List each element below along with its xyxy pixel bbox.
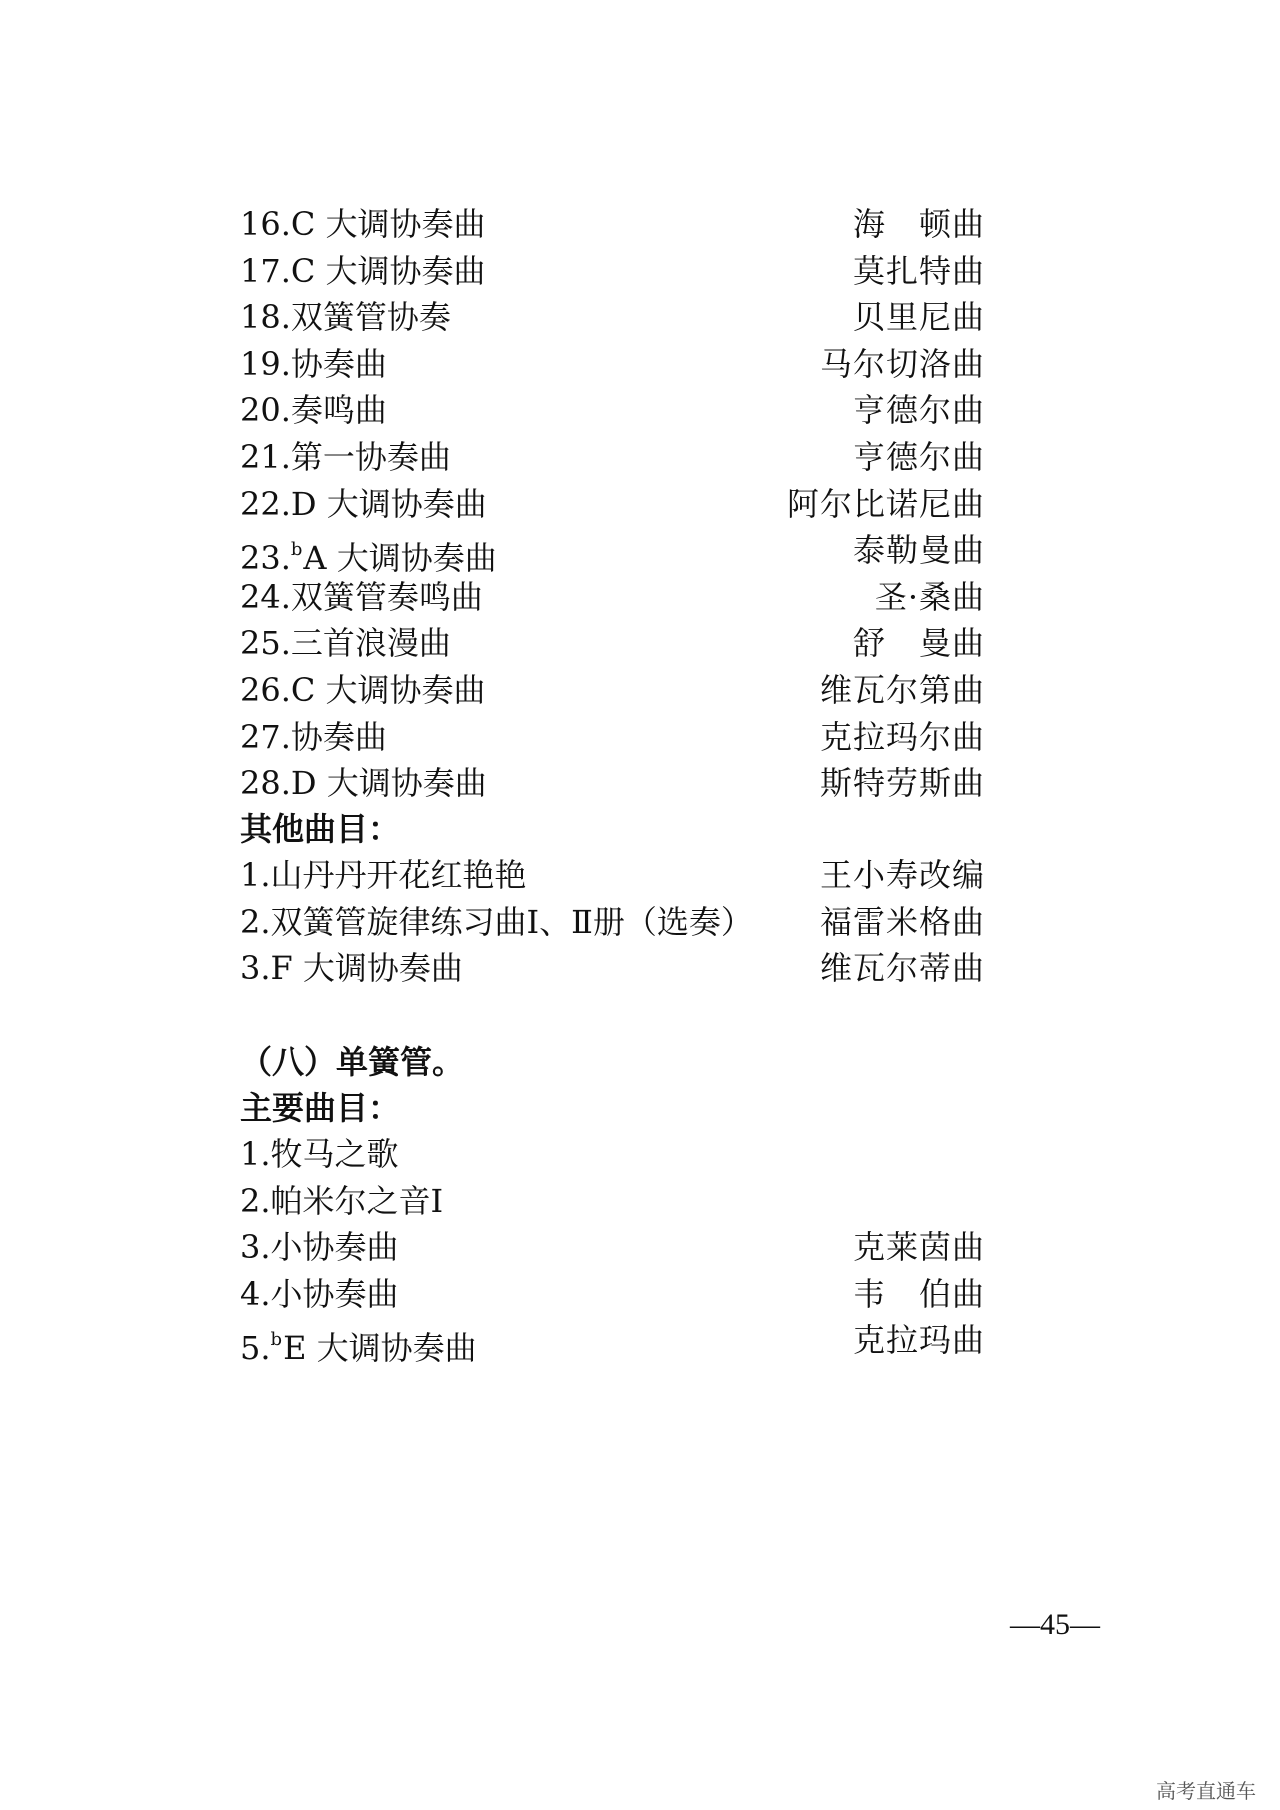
piece-name: F 大调协奏曲 <box>270 949 463 987</box>
page-number: —45— <box>1010 1608 1100 1641</box>
item-number: 21. <box>240 438 291 476</box>
composer: 亨德尔曲 <box>852 391 985 430</box>
composer: 圣·桑曲 <box>874 577 985 616</box>
composer: 马尔切洛曲 <box>819 344 985 383</box>
item-number: 25. <box>240 624 291 663</box>
piece-name: D 大调协奏曲 <box>290 764 487 803</box>
composer: 克拉玛尔曲 <box>819 717 985 756</box>
item-number: 28. <box>240 764 291 803</box>
item-number: 27. <box>240 717 291 756</box>
flat-sign: b <box>290 539 303 561</box>
main-pieces-heading: 主要曲目： <box>240 1089 401 1127</box>
piece-name: 小协奏曲 <box>270 1228 399 1266</box>
item-number: 5. <box>240 1329 271 1367</box>
item-number: 4. <box>240 1274 271 1313</box>
composer: 维瓦尔第曲 <box>819 671 985 709</box>
watermark: 高考直通车 <box>1156 1779 1256 1803</box>
piece-name: C 大调协奏曲 <box>290 205 486 243</box>
composer: 海 顿曲 <box>852 205 985 243</box>
item-number: 1. <box>240 856 271 894</box>
item-number: 26. <box>240 671 291 709</box>
piece-name: 双簧管旋律练习曲Ⅰ、Ⅱ册（选奏） <box>270 902 753 941</box>
item-number: 19. <box>240 344 291 383</box>
piece-name: D 大调协奏曲 <box>290 484 487 523</box>
piece-name: 奏鸣曲 <box>290 391 387 430</box>
piece-title <box>240 1313 477 1375</box>
composer: 舒 曼曲 <box>852 624 985 663</box>
composer: 斯特劳斯曲 <box>819 764 985 803</box>
item-number: 3. <box>240 949 271 987</box>
composer: 亨德尔曲 <box>852 438 985 476</box>
item-number: 16. <box>240 205 291 243</box>
list-item <box>240 1313 985 1367</box>
item-number: 1. <box>240 1135 271 1173</box>
composer: 维瓦尔蒂曲 <box>819 949 985 987</box>
piece-name: 帕米尔之音Ⅰ <box>270 1181 444 1220</box>
composer: 克拉玛曲 <box>852 1321 985 1359</box>
piece-name: C 大调协奏曲 <box>290 671 486 709</box>
composer: 克莱茵曲 <box>852 1228 985 1266</box>
piece-name: C 大调协奏曲 <box>290 251 486 290</box>
item-number: 17. <box>240 251 291 290</box>
item-number: 2. <box>240 1181 271 1220</box>
piece-name: 双簧管协奏 <box>290 298 451 337</box>
composer: 韦 伯曲 <box>852 1274 985 1313</box>
piece-name: 协奏曲 <box>290 344 387 383</box>
list-item <box>240 941 985 995</box>
piece-name: A 大调协奏曲 <box>303 539 497 578</box>
piece-name: 协奏曲 <box>290 717 387 756</box>
piece-name: E 大调协奏曲 <box>283 1329 477 1367</box>
item-number: 24. <box>240 577 291 616</box>
composer: 莫扎特曲 <box>852 251 985 290</box>
item-number: 18. <box>240 298 291 337</box>
piece-name: 三首浪漫曲 <box>290 624 451 663</box>
other-pieces-heading: 其他曲目： <box>240 810 401 848</box>
composer: 贝里尼曲 <box>852 298 985 337</box>
piece-name: 山丹丹开花红艳艳 <box>270 856 527 894</box>
flat-sign: b <box>270 1329 283 1350</box>
piece-name: 牧马之歌 <box>270 1135 399 1173</box>
piece-name: 第一协奏曲 <box>290 438 451 476</box>
piece-name: 双簧管奏鸣曲 <box>290 577 483 616</box>
composer: 阿尔比诺尼曲 <box>786 484 985 523</box>
composer: 福雷米格曲 <box>819 902 985 941</box>
piece-title <box>240 941 463 995</box>
item-number: 22. <box>240 484 291 523</box>
composer: 泰勒曼曲 <box>852 531 985 570</box>
item-number: 3. <box>240 1228 271 1266</box>
section-heading-clarinet: （八）单簧管。 <box>240 1043 465 1081</box>
item-number: 20. <box>240 391 291 430</box>
composer: 王小寿改编 <box>819 856 985 894</box>
item-number: 2. <box>240 902 271 941</box>
item-number: 23. <box>240 539 291 578</box>
piece-name: 小协奏曲 <box>270 1274 399 1313</box>
